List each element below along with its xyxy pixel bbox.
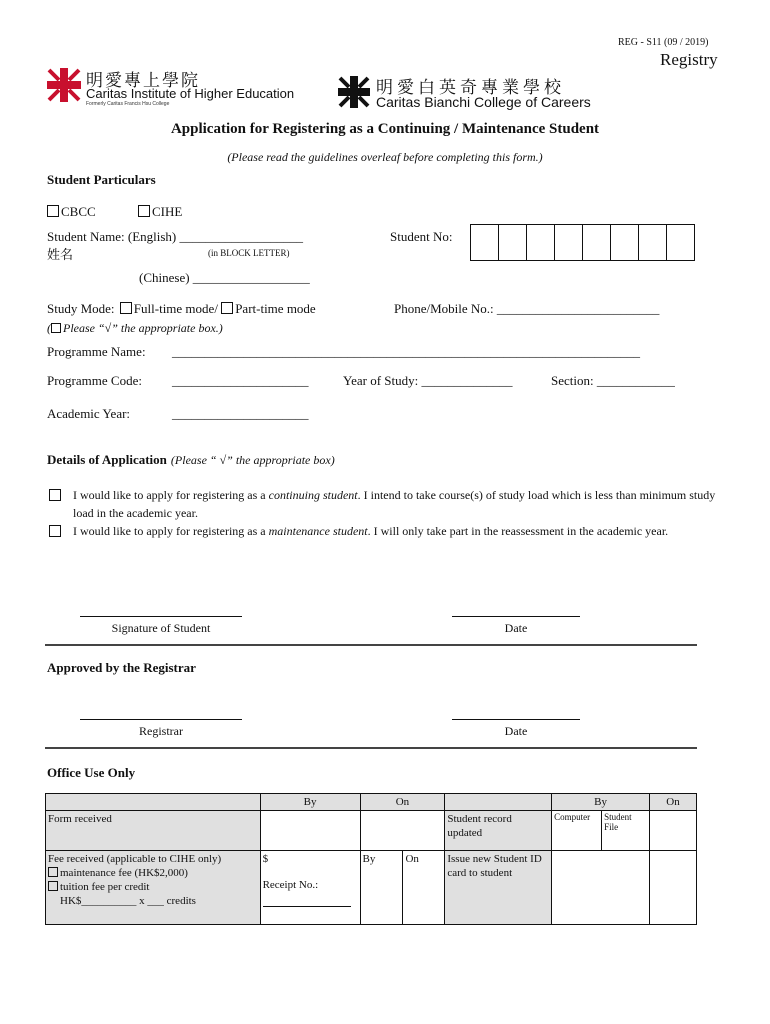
issue-card-label: Issue new Student ID card to student	[445, 851, 552, 925]
student-name-chinese-field[interactable]: (Chinese) __________________	[139, 270, 310, 285]
fee-by-cell[interactable]: By	[360, 851, 403, 925]
block-letter-note: (in BLOCK LETTER)	[208, 248, 290, 258]
student-no-digit[interactable]	[583, 225, 611, 260]
maintenance-checkbox[interactable]	[49, 525, 61, 537]
details-heading-note: (Please “ √” the appropriate box)	[170, 453, 335, 467]
tick-note-text: Please “√” the appropriate box.)	[63, 321, 223, 335]
receipt-no-label: Receipt No.:	[262, 879, 319, 891]
form-received-by-cell[interactable]	[260, 811, 360, 851]
section-heading-details	[47, 451, 335, 469]
programme-name-field[interactable]: ________________________________________________________________________	[172, 344, 640, 359]
maintenance-fee-option[interactable]	[48, 866, 258, 880]
student-signature-line[interactable]	[80, 616, 242, 617]
cihe-chinese-name: 明愛專上學院	[86, 71, 200, 91]
registrar-signature-line[interactable]	[80, 719, 242, 720]
fee-received-label: Fee received (applicable to CIHE only)	[48, 853, 222, 865]
form-received-on-cell[interactable]	[360, 811, 445, 851]
cihe-logo	[45, 66, 83, 109]
fulltime-label: Full-time mode/	[133, 301, 218, 316]
fee-on-cell[interactable]: On	[403, 851, 445, 925]
student-name-english-field[interactable]: Student Name: (English) ___________________	[47, 229, 304, 244]
student-no-label: Student No:	[390, 229, 453, 244]
form-ref-code: REG - S11 (09 / 2019)	[618, 37, 709, 48]
section-heading-student-particulars: Student Particulars	[47, 172, 156, 187]
office-use-table	[45, 793, 697, 925]
student-no-digit[interactable]	[667, 225, 694, 260]
header-blank-cell	[445, 794, 552, 811]
phone-field[interactable]: Phone/Mobile No.: _________________________	[394, 301, 660, 316]
student-name-chinese-label: 姓名	[47, 248, 74, 263]
computer-cell[interactable]: Computer	[552, 811, 602, 851]
by-header-right: By	[552, 794, 650, 811]
student-date-line[interactable]	[452, 616, 580, 617]
divider	[45, 644, 697, 646]
fee-amount-cell[interactable]	[260, 851, 360, 925]
cbcc-english-name: Caritas Bianchi College of Careers	[376, 94, 591, 110]
by-header: By	[260, 794, 360, 811]
tick-note-bracket: (	[47, 321, 51, 335]
student-no-digit[interactable]	[555, 225, 583, 260]
cihe-english-name: Caritas Institute of Higher Education	[86, 86, 295, 101]
form-received-label: Form received	[46, 811, 261, 851]
study-mode-row	[47, 301, 316, 317]
form-title: Application for Registering as a Continuing / Maintenance Student	[170, 121, 600, 137]
cihe-label: CIHE	[152, 204, 183, 219]
study-mode-label: Study Mode:	[47, 301, 115, 316]
cihe-subtitle: Formerly Caritas Francis Hsu College	[86, 101, 170, 107]
programme-code-label: Programme Code:	[47, 373, 142, 388]
on-header: On	[360, 794, 445, 811]
institution-option-cihe[interactable]	[138, 204, 182, 220]
credits-field[interactable]: HK$__________ x ___ credits	[60, 895, 196, 907]
caritas-cross-icon	[45, 66, 83, 104]
continuing-text: I would like to apply for registering as a continuing student. I intend to take course(s) of study load which is less than minimum study load in the academic year.	[73, 488, 716, 520]
header-blank-cell	[46, 794, 261, 811]
parttime-checkbox[interactable]	[221, 302, 233, 314]
continuing-checkbox[interactable]	[49, 489, 61, 501]
student-record-label: Student record updated	[445, 811, 552, 851]
student-date-label: Date	[504, 621, 528, 635]
year-of-study-field[interactable]: Year of Study: ______________	[343, 373, 513, 388]
student-no-digit[interactable]	[499, 225, 527, 260]
department-label: Registry	[660, 50, 718, 69]
cbcc-checkbox[interactable]	[47, 205, 59, 217]
details-heading-text: Details of Application	[47, 452, 167, 467]
student-file-cell[interactable]: Student File	[602, 811, 650, 851]
maintenance-fee-checkbox[interactable]	[48, 867, 58, 877]
receipt-no-line[interactable]	[263, 906, 351, 907]
cbcc-chinese-name: 明愛白英奇專業學校	[376, 78, 565, 98]
section-heading-office-use: Office Use Only	[47, 765, 136, 780]
option-maintenance-student[interactable]	[47, 522, 707, 540]
issue-card-by-cell[interactable]	[552, 851, 650, 925]
maintenance-text: I would like to apply for registering as a maintenance student. I will only take part in the reassessment in the academic year.	[73, 524, 669, 538]
tuition-fee-option[interactable]	[48, 880, 258, 894]
tuition-fee-label: tuition fee per credit	[60, 881, 150, 893]
tuition-fee-checkbox[interactable]	[48, 881, 58, 891]
student-no-digit[interactable]	[471, 225, 499, 260]
registrar-date-line[interactable]	[452, 719, 580, 720]
section-field[interactable]: Section: ____________	[551, 373, 675, 388]
form-subtitle: (Please read the guidelines overleaf before completing this form.)	[227, 150, 543, 164]
option-continuing-student[interactable]	[47, 486, 727, 522]
divider	[45, 747, 697, 749]
institution-option-cbcc[interactable]	[47, 204, 96, 220]
registrar-label: Registrar	[139, 724, 183, 738]
academic-year-label: Academic Year:	[47, 406, 131, 421]
on-header-right: On	[650, 794, 697, 811]
parttime-label: Part-time mode	[235, 301, 316, 316]
fee-received-cell	[46, 851, 261, 925]
issue-card-on-cell[interactable]	[650, 851, 697, 925]
student-no-digit[interactable]	[611, 225, 639, 260]
tick-note-box-icon	[51, 323, 61, 333]
registrar-date-label: Date	[504, 724, 528, 738]
cbcc-logo	[336, 74, 372, 115]
tick-note	[47, 321, 223, 336]
section-heading-approval: Approved by the Registrar	[47, 660, 196, 675]
student-record-on-cell[interactable]	[650, 811, 697, 851]
programme-name-label: Programme Name:	[47, 344, 146, 359]
dollar-sign: $	[262, 853, 269, 865]
cihe-checkbox[interactable]	[138, 205, 150, 217]
cbcc-label: CBCC	[61, 204, 96, 219]
student-signature-label: Signature of Student	[111, 621, 211, 635]
student-no-digit[interactable]	[639, 225, 667, 260]
fulltime-checkbox[interactable]	[120, 302, 132, 314]
programme-code-field[interactable]: _____________________	[172, 373, 309, 388]
caritas-cross-black-icon	[336, 74, 372, 110]
student-no-boxes[interactable]	[470, 224, 695, 261]
maintenance-fee-label: maintenance fee (HK$2,000)	[60, 867, 188, 879]
academic-year-field[interactable]: _____________________	[172, 406, 309, 421]
student-no-digit[interactable]	[527, 225, 555, 260]
